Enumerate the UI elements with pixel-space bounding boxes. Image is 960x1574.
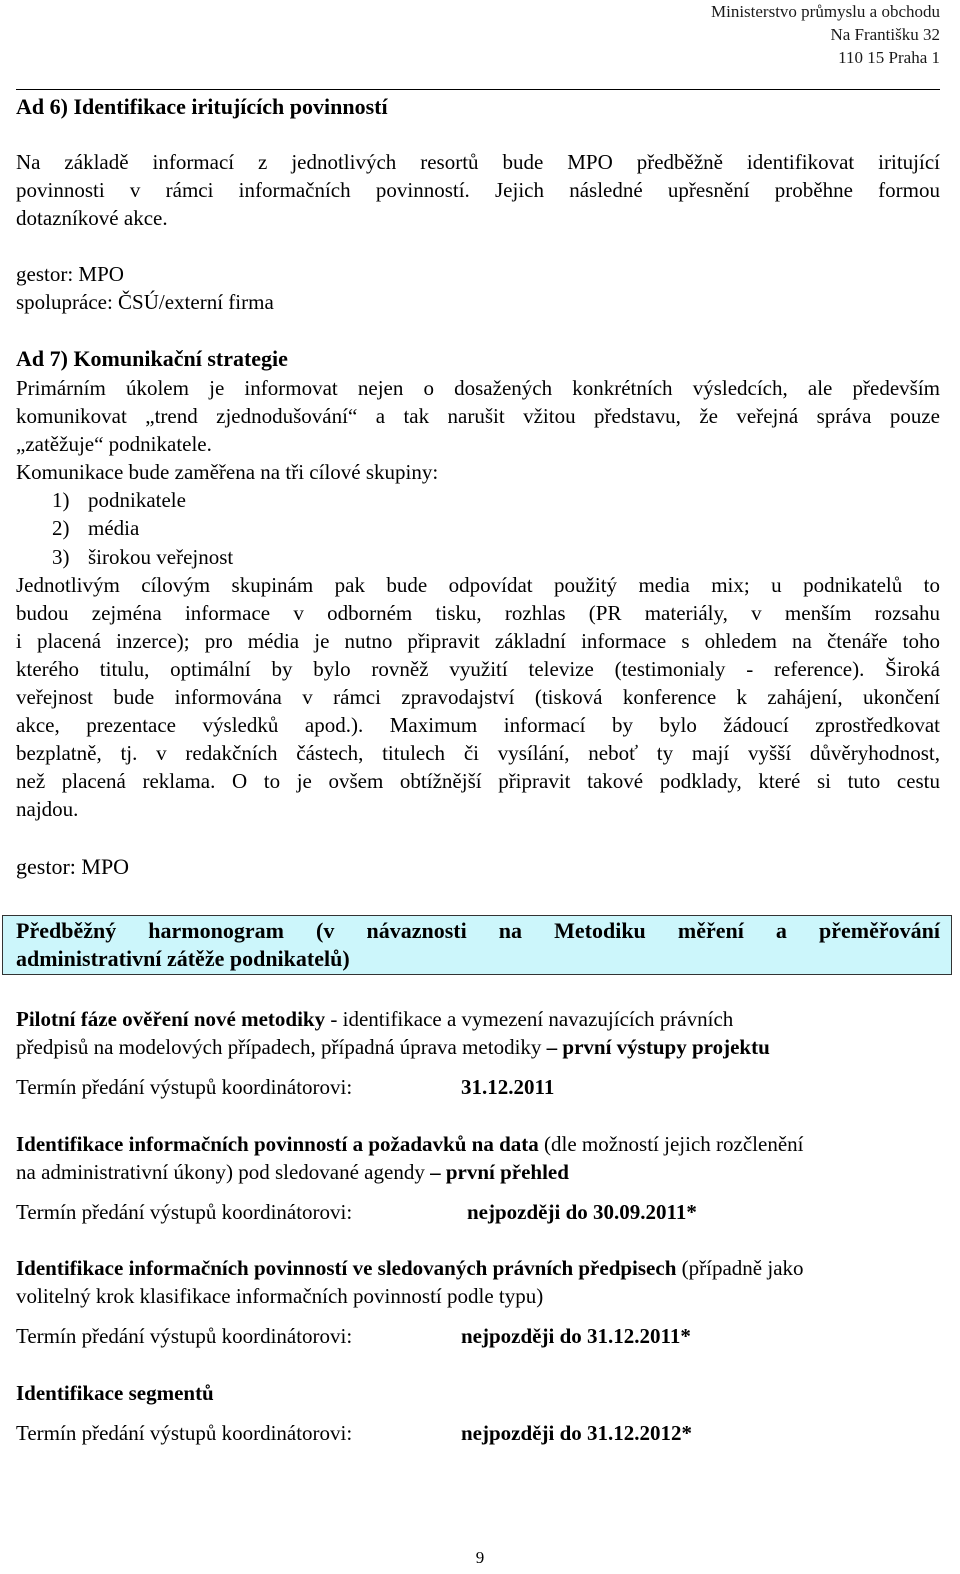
paragraph-line: bezplatně, tj. v redakčních částech, titulech či vysílání, neboť ty mají vyšší důvěryhodnost, — [16, 741, 940, 765]
paragraph-line: i placená inzerce); pro média je nutno připravit základní informace s ohledem na čtenáře toho — [16, 629, 940, 653]
phase-title: Identifikace segmentů — [16, 1381, 214, 1405]
list-item: 3) širokou veřejnost — [52, 544, 234, 569]
term-value: nejpozději do 30.09.2011* — [467, 1200, 697, 1224]
letterhead — [711, 0, 940, 69]
phase-legal-regulations — [16, 1254, 940, 1310]
list-item: 1) podnikatele — [52, 488, 186, 512]
paragraph-line: dotazníkové akce. — [16, 206, 168, 230]
paragraph-line: Na základě informací z jednotlivých resortů bude MPO předběžně identifikovat iritující — [16, 150, 940, 174]
section-ad6-gestor: gestor: MPO — [16, 262, 124, 286]
term-label: Termín předání výstupů koordinátorovi: — [16, 1421, 353, 1445]
phase-pilot — [16, 1005, 940, 1061]
phase-info-obligations-term — [16, 1198, 697, 1226]
section-ad7-paragraph-3 — [16, 571, 940, 823]
section-ad7-title: Ad 7) Komunikační strategie — [16, 346, 288, 371]
section-ad6-cooperation: spolupráce: ČSÚ/externí firma — [16, 290, 274, 314]
phase-legal-regulations-term — [16, 1322, 691, 1350]
schedule-heading-line: administrativní zátěže podnikatelů) — [16, 946, 350, 971]
term-value: nejpozději do 31.12.2011* — [461, 1324, 691, 1348]
phase-line: na administrativní úkony) pod sledované agendy – první přehled — [16, 1160, 569, 1184]
paragraph-line: povinnosti v rámci informačních povinností. Jejich následné upřesnění proběhne formou — [16, 178, 940, 202]
paragraph-line: než placená reklama. O to je ovšem obtížnější připravit takové podklady, které si tuto cestu — [16, 769, 940, 793]
letterhead-ministry: Ministerstvo průmyslu a obchodu — [710, 2, 940, 21]
paragraph-line: akce, prezentace výsledků apod.). Maximum informací by bylo žádoucí zprostředkovat — [16, 713, 940, 737]
letterhead-city: 110 15 Praha 1 — [838, 48, 940, 67]
section-ad7-gestor: gestor: MPO — [16, 854, 130, 879]
phase-line: Pilotní fáze ověření nové metodiky - identifikace a vymezení navazujících právních — [16, 1007, 734, 1031]
section-ad7-paragraph-1 — [16, 374, 940, 458]
paragraph-line: budou zejména informace v odborném tisku, rozhlas (PR materiály, v menším rozsahu — [16, 601, 940, 625]
section-ad7-groups-intro: Komunikace bude zaměřena na tři cílové skupiny: — [16, 460, 439, 484]
paragraph-line: komunikovat „trend zjednodušování“ a tak narušit vžitou představu, že veřejná správa pouze — [16, 404, 940, 428]
schedule-heading-line: Předběžný harmonogram (v návaznosti na Metodiku měření a přeměřování — [16, 918, 940, 943]
term-label: Termín předání výstupů koordinátorovi: — [16, 1324, 353, 1348]
page-number: 9 — [475, 1548, 485, 1567]
section-ad6-title: Ad 6) Identifikace iritujících povinností — [16, 94, 388, 119]
paragraph-line: kterého titulu, optimální by bylo rovněž využití televize (testimonialy - reference). Široká — [16, 657, 940, 681]
paragraph-line: najdou. — [16, 797, 79, 821]
phase-segments-term — [16, 1419, 692, 1447]
paragraph-line: Primárním úkolem je informovat nejen o dosažených konkrétních výsledcích, ale především — [16, 376, 940, 400]
phase-line: volitelný krok klasifikace informačních povinností podle typu) — [16, 1284, 544, 1308]
term-value: 31.12.2011 — [461, 1075, 555, 1099]
phase-line: Identifikace informačních povinností ve sledovaných právních předpisech (případně jako — [16, 1256, 804, 1280]
phase-pilot-term — [16, 1073, 555, 1101]
term-value: nejpozději do 31.12.2012* — [461, 1421, 692, 1445]
section-ad6-paragraph — [16, 148, 940, 232]
term-label: Termín předání výstupů koordinátorovi: — [16, 1200, 353, 1224]
schedule-heading — [16, 917, 940, 973]
list-item: 2) média — [52, 516, 140, 541]
term-label: Termín předání výstupů koordinátorovi: — [16, 1075, 353, 1099]
target-groups-list — [52, 486, 233, 571]
letterhead-street: Na Františku 32 — [830, 25, 940, 44]
phase-line: předpisů na modelových případech, případná úprava metodiky – první výstupy projektu — [16, 1035, 770, 1059]
paragraph-line: veřejnost bude informována v rámci zpravodajství (tisková konference k zahájení, ukončení — [16, 685, 940, 709]
phase-segments — [16, 1379, 940, 1407]
paragraph-line: „zatěžuje“ podnikatele. — [16, 432, 212, 456]
header-divider — [16, 89, 940, 90]
paragraph-line: Jednotlivým cílovým skupinám pak bude odpovídat použitý media mix; u podnikatelů to — [16, 573, 940, 597]
phase-info-obligations — [16, 1130, 940, 1186]
phase-line: Identifikace informačních povinností a požadavků na data (dle možností jejich rozčlenění — [16, 1132, 804, 1156]
